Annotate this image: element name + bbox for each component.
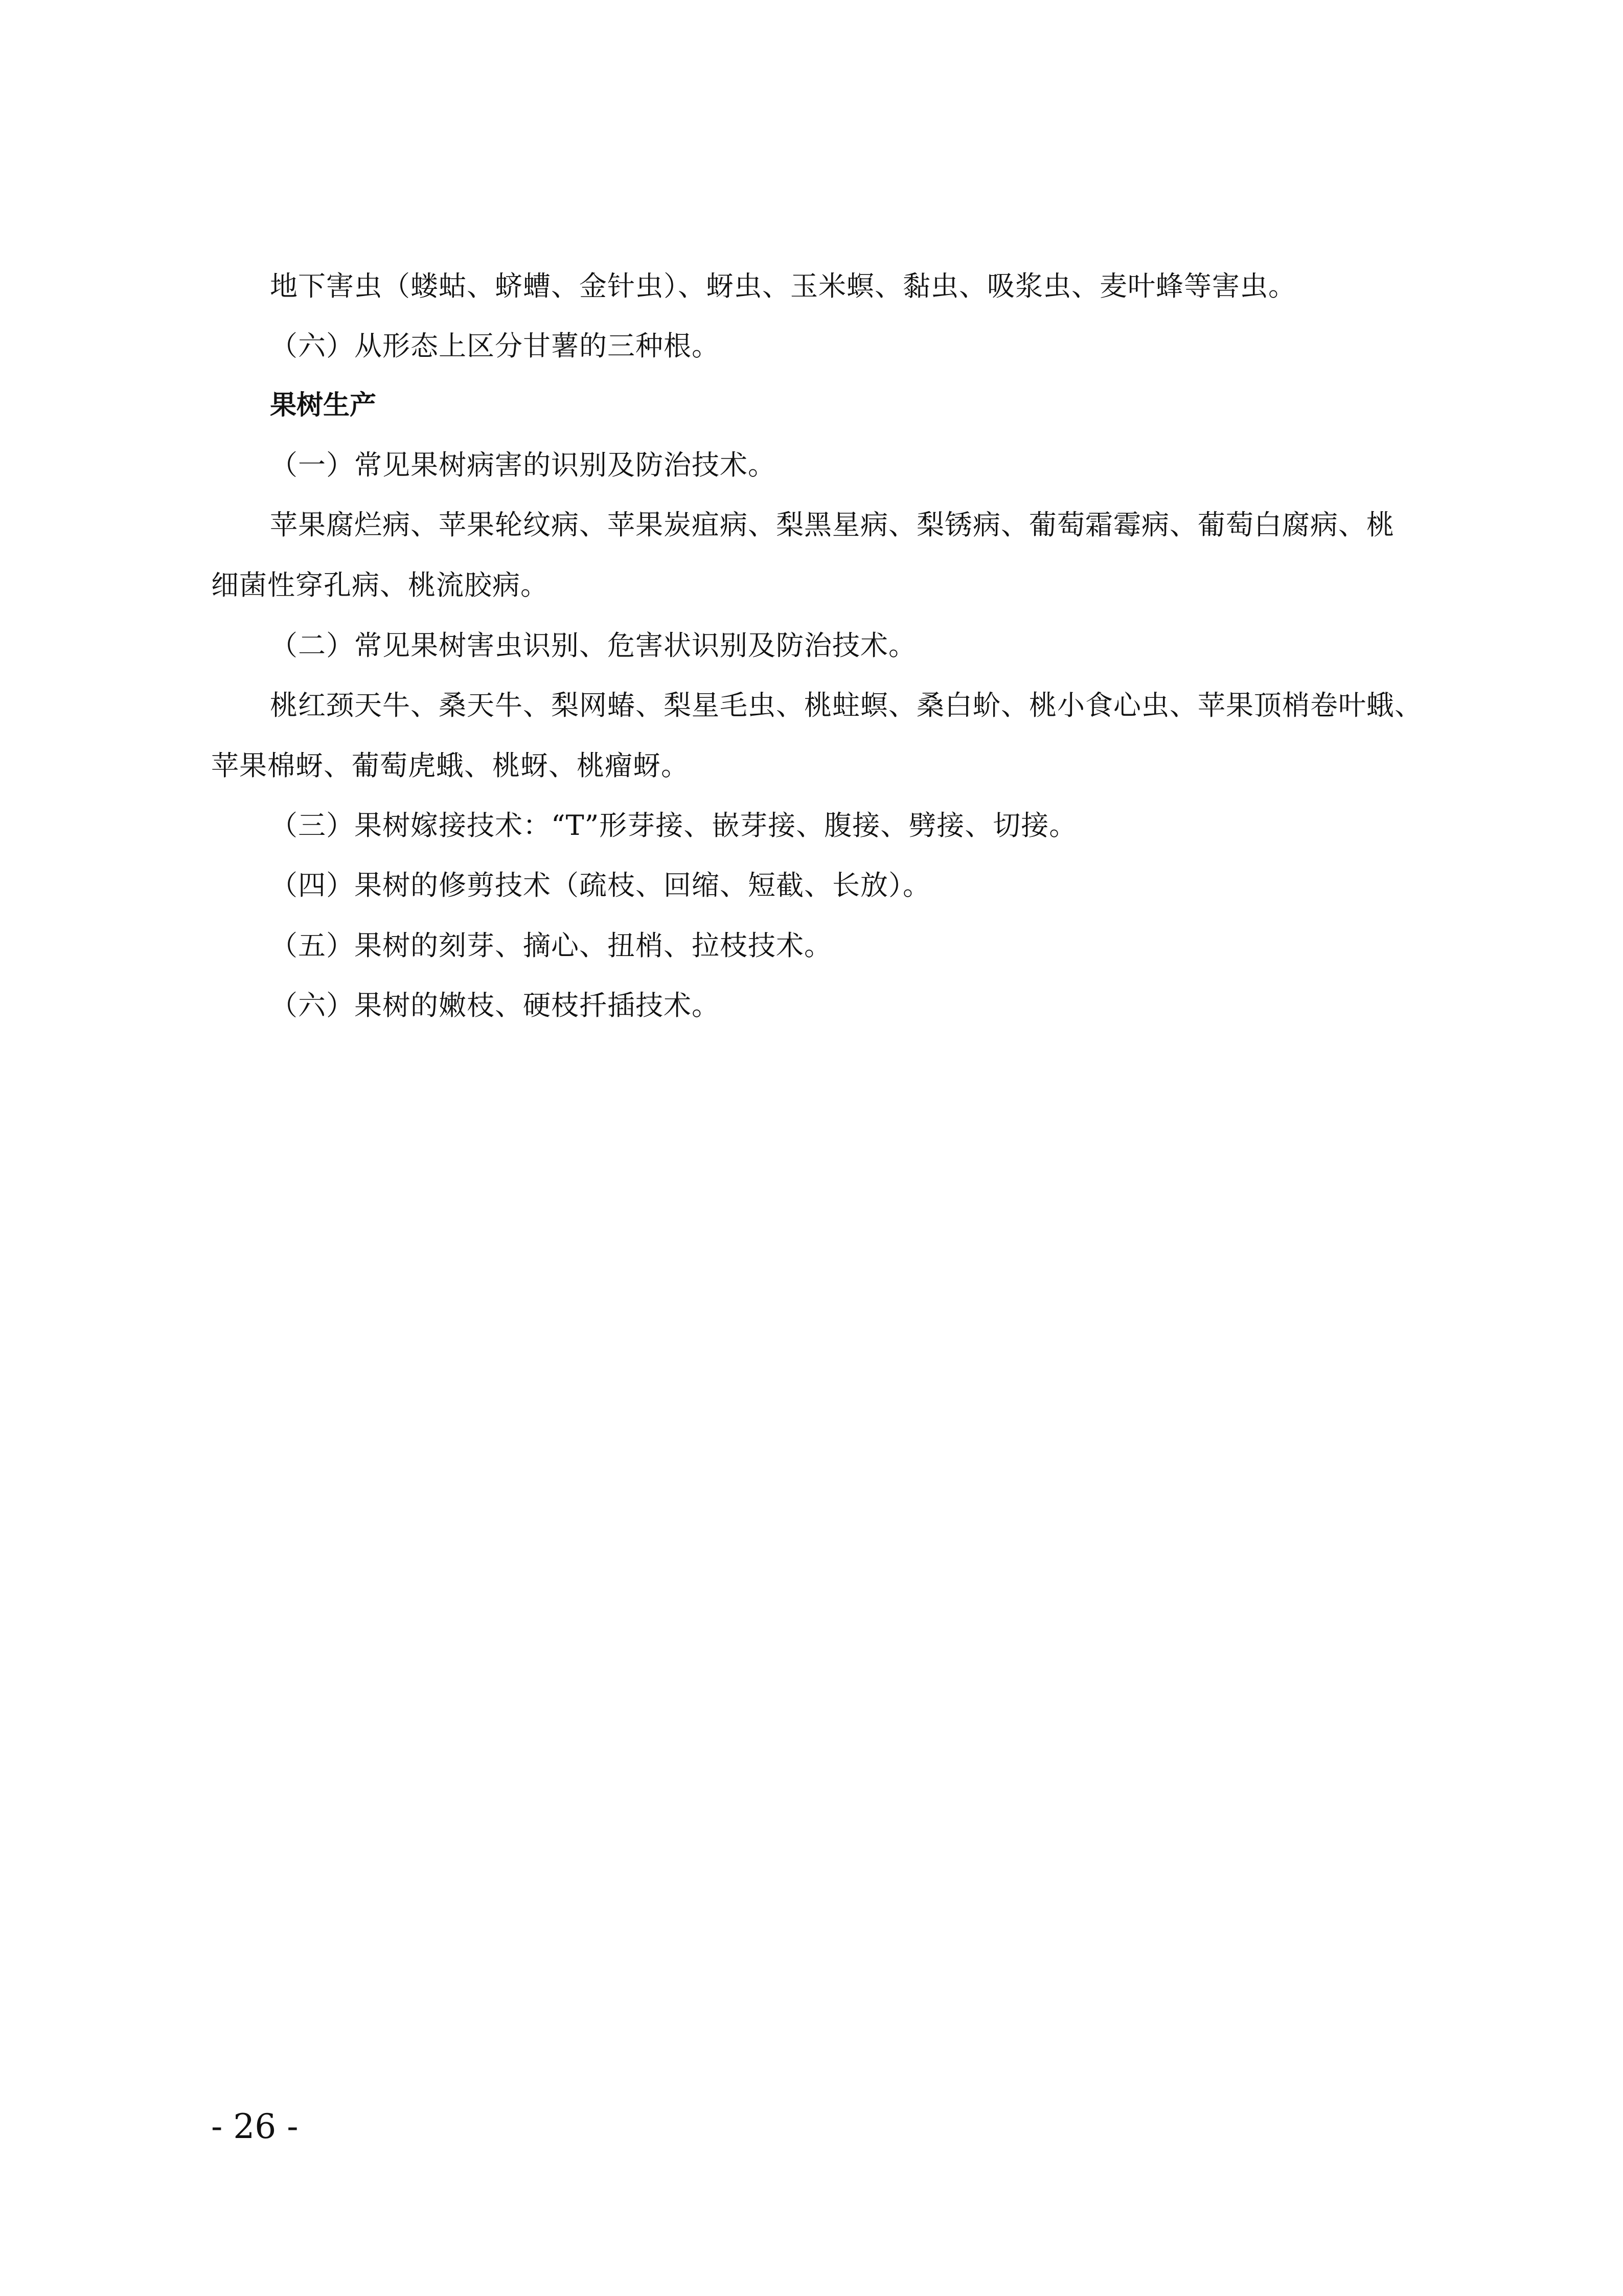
page-number: - 26 - xyxy=(211,2107,299,2146)
paragraph-disease-list-line1: 苹果腐烂病、苹果轮纹病、苹果炭疽病、梨黑星病、梨锈病、葡萄霜霉病、葡萄白腐病、桃 xyxy=(270,509,1395,541)
item-fruit-pest-identification: （二）常见果树害虫识别、危害状识别及防治技术。 xyxy=(270,629,917,662)
paragraph-pest-list-line1: 桃红颈天牛、桑天牛、梨网蝽、梨星毛虫、桃蛀螟、桑白蚧、桃小食心虫、苹果顶梢卷叶蛾、 xyxy=(270,689,1423,721)
paragraph-disease-list-line2: 细菌性穿孔病、桃流胶病。 xyxy=(211,569,548,601)
paragraph-pest-list-line2: 苹果棉蚜、葡萄虎蛾、桃蚜、桃瘤蚜。 xyxy=(211,749,689,782)
item-pruning-techniques: （四）果树的修剪技术（疏枝、回缩、短截、长放）。 xyxy=(270,869,931,901)
item-cutting-propagation: （六）果树的嫩枝、硬枝扦插技术。 xyxy=(270,989,720,1021)
item-grafting-techniques: （三）果树嫁接技术：“T”形芽接、嵌芽接、腹接、劈接、切接。 xyxy=(270,809,1078,842)
paragraph-pests-continued: 地下害虫（蝼蛄、蛴螬、金针虫）、蚜虫、玉米螟、黏虫、吸浆虫、麦叶蜂等害虫。 xyxy=(270,270,1296,302)
item-fruit-disease-identification: （一）常见果树病害的识别及防治技术。 xyxy=(270,449,776,481)
section-heading-fruit-tree-production: 果树生产 xyxy=(270,390,377,421)
item-sweet-potato-roots: （六）从形态上区分甘薯的三种根。 xyxy=(270,330,720,362)
item-bud-notching-techniques: （五）果树的刻芽、摘心、扭梢、拉枝技术。 xyxy=(270,929,832,962)
